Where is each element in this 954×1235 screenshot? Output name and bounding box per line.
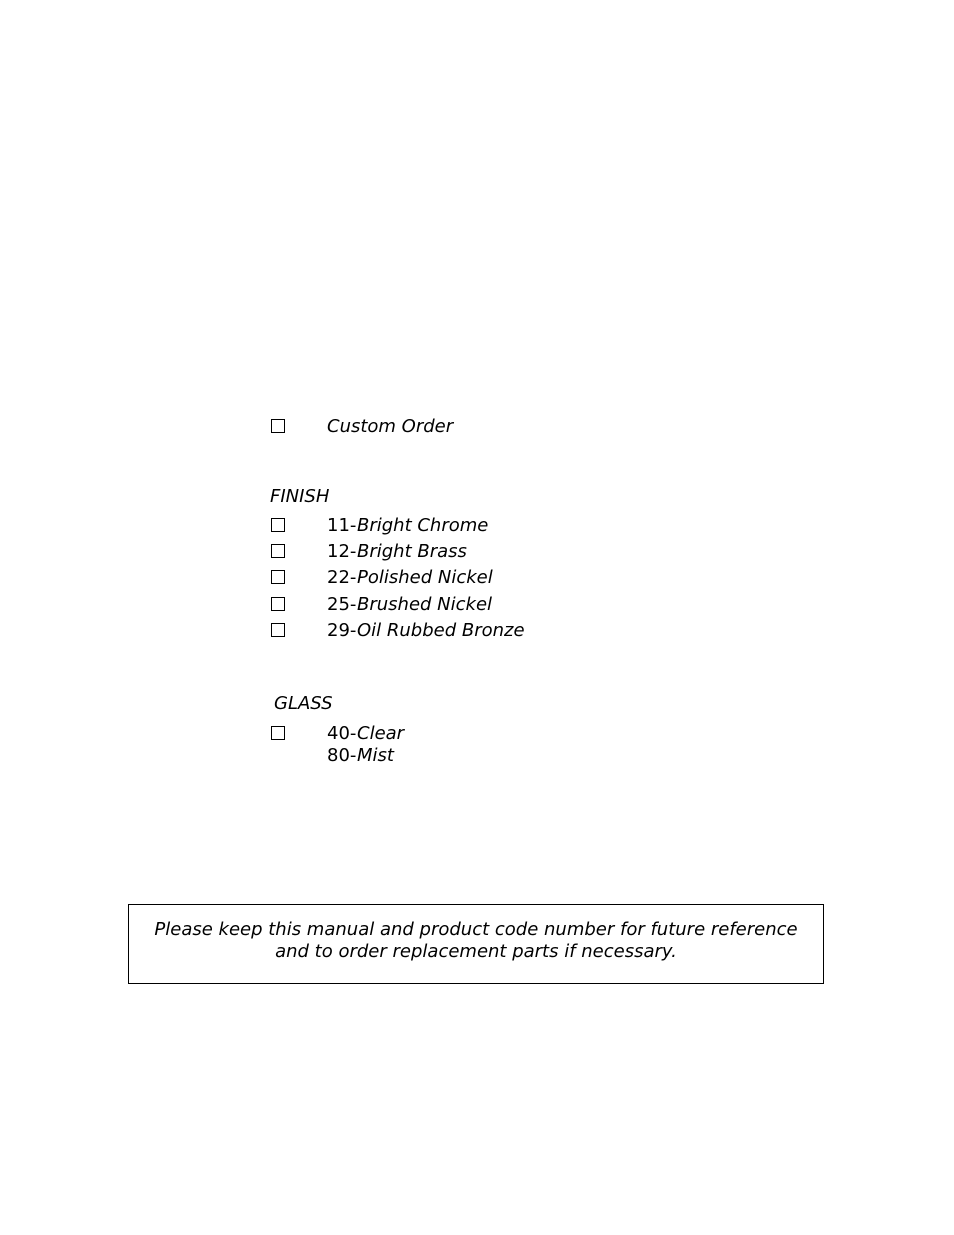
finish-code: 25-: [327, 594, 357, 615]
notice-line-2: and to order replacement parts if necessary.: [275, 941, 677, 962]
notice-line-1: Please keep this manual and product code number for future reference: [154, 919, 798, 940]
glass-code: 80-: [327, 745, 357, 766]
finish-name: Polished Nickel: [357, 567, 493, 588]
glass-checkbox[interactable]: [271, 726, 285, 740]
finish-checkbox[interactable]: [271, 623, 285, 637]
finish-checkbox[interactable]: [271, 518, 285, 532]
glass-heading: GLASS: [274, 693, 333, 714]
glass-name: Mist: [357, 745, 394, 766]
finish-name: Bright Brass: [357, 541, 467, 562]
custom-order-label: Custom Order: [327, 416, 454, 437]
finish-checkbox[interactable]: [271, 570, 285, 584]
finish-name: Bright Chrome: [357, 515, 489, 536]
glass-code: 40-: [327, 723, 357, 744]
finish-code: 12-: [327, 541, 357, 562]
finish-code: 22-: [327, 567, 357, 588]
reference-notice-box: [128, 904, 824, 984]
finish-checkbox[interactable]: [271, 544, 285, 558]
finish-name: Brushed Nickel: [357, 594, 493, 615]
custom-order-checkbox[interactable]: [271, 419, 285, 433]
finish-name: Oil Rubbed Bronze: [357, 620, 525, 641]
finish-code: 11-: [327, 515, 357, 536]
finish-code: 29-: [327, 620, 357, 641]
glass-name: Clear: [357, 723, 405, 744]
finish-heading: FINISH: [270, 486, 330, 507]
finish-checkbox[interactable]: [271, 597, 285, 611]
